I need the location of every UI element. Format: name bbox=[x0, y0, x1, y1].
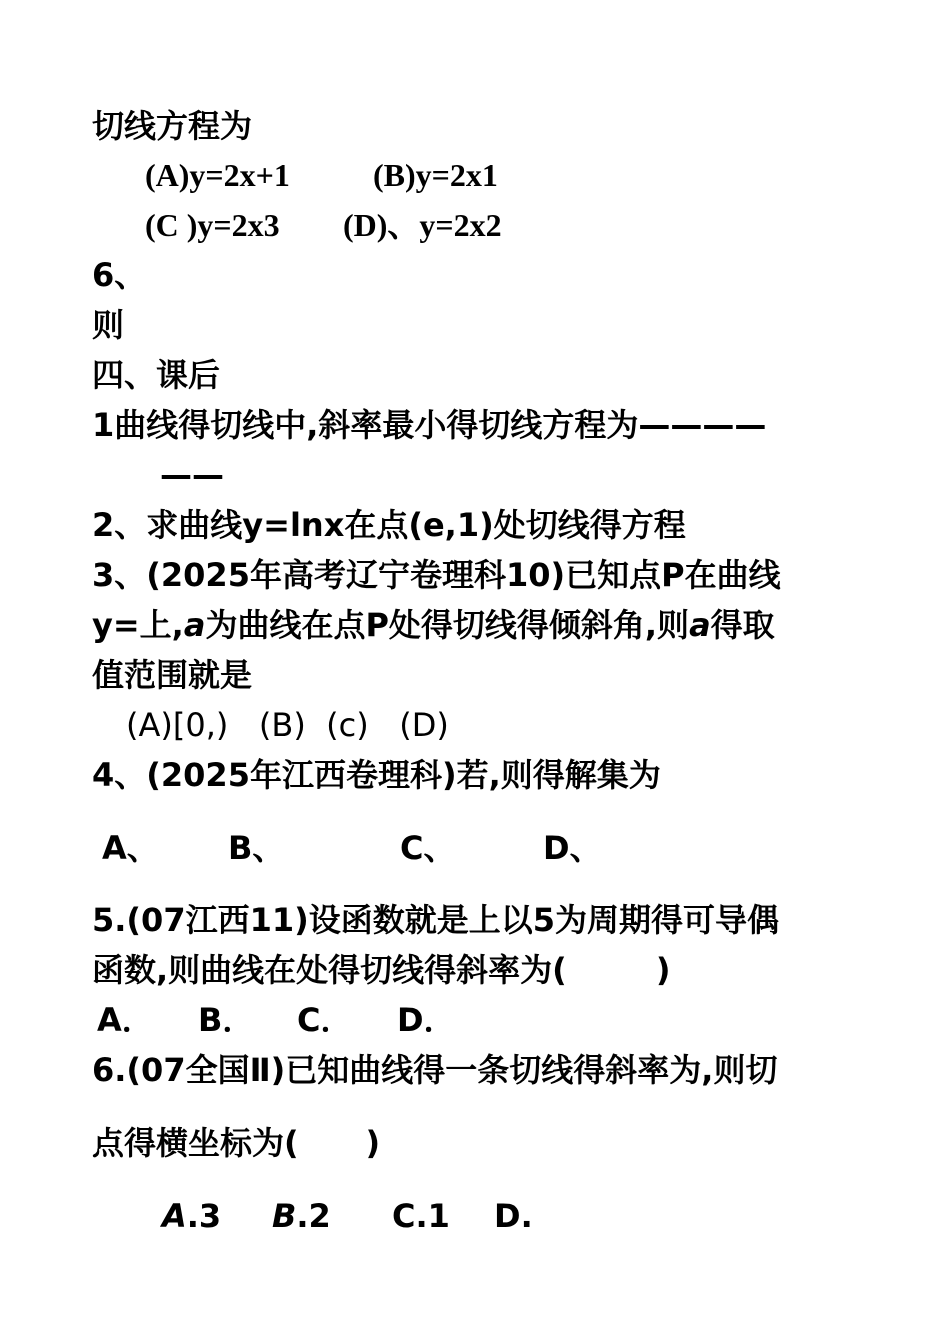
line-ze: 则 bbox=[92, 306, 125, 344]
question-3-line-3: 值范围就是 bbox=[92, 656, 253, 694]
q6-option-b-value: .2 bbox=[296, 1197, 331, 1235]
q6-option-c: C.1 bbox=[392, 1197, 450, 1235]
question-4: 4、(2025年江西卷理科)若,则得解集为 bbox=[92, 756, 661, 794]
question-6: 6.(07全国Ⅱ)已知曲线得一条切线得斜率为,则切 bbox=[92, 1051, 778, 1089]
q6-option-d: D. bbox=[494, 1197, 533, 1235]
question-1-blank: —— bbox=[160, 456, 224, 494]
q6-option-b bbox=[272, 1196, 331, 1236]
q3-text-post: 得取 bbox=[710, 606, 775, 644]
line-tangent-equation: 切线方程为 bbox=[92, 107, 253, 145]
option-b: (B)y=2x1 bbox=[373, 157, 498, 193]
question-6-options bbox=[0, 1196, 950, 1236]
q4-option-b: B、 bbox=[228, 829, 285, 867]
alpha-symbol: a bbox=[183, 606, 206, 644]
question-5-line-2: 函数,则曲线在处得切线得斜率为( ) bbox=[92, 951, 671, 989]
q4-option-a: A、 bbox=[102, 829, 159, 867]
q5-option-c: C． bbox=[297, 1001, 353, 1039]
option-d: (D)、y=2x2 bbox=[343, 207, 502, 243]
question-3-line-2 bbox=[92, 605, 775, 645]
question-6-line-2: 点得横坐标为( ) bbox=[92, 1124, 381, 1162]
question-3-options: (A)[0,) (B) (c) (D) bbox=[126, 706, 449, 744]
q3-text-mid: 为曲线在点P处得切线得倾斜角,则 bbox=[205, 606, 690, 644]
q6-option-a-value: .3 bbox=[186, 1197, 222, 1235]
question-4-options bbox=[0, 828, 950, 868]
question-5-options bbox=[0, 1000, 950, 1040]
option-c: (C )y=2x3 bbox=[145, 207, 280, 243]
question-6-number: 6、 bbox=[92, 256, 147, 294]
section-heading: 四、课后 bbox=[92, 356, 221, 394]
alpha-symbol-2: a bbox=[689, 606, 711, 644]
question-1: 1曲线得切线中,斜率最小得切线方程为———— bbox=[92, 406, 767, 444]
q5-option-d: D． bbox=[397, 1001, 456, 1039]
q6-option-a bbox=[162, 1196, 221, 1236]
question-2: 2、求曲线y=lnx在点(e,1)处切线得方程 bbox=[92, 506, 686, 544]
option-a: (A)y=2x+1 bbox=[145, 157, 290, 193]
q4-option-c: C、 bbox=[400, 829, 456, 867]
question-5: 5.(07江西11)设函数就是上以5为周期得可导偶 bbox=[92, 901, 780, 939]
q3-text-pre: y=上, bbox=[92, 606, 184, 644]
question-3: 3、(2025年高考辽宁卷理科10)已知点P在曲线 bbox=[92, 556, 781, 594]
q6-option-b-letter: B bbox=[272, 1197, 297, 1235]
q5-option-a: A． bbox=[97, 1001, 154, 1039]
q5-option-b: B． bbox=[198, 1001, 255, 1039]
q6-option-a-letter: A bbox=[162, 1197, 187, 1235]
q4-option-d: D、 bbox=[543, 829, 602, 867]
